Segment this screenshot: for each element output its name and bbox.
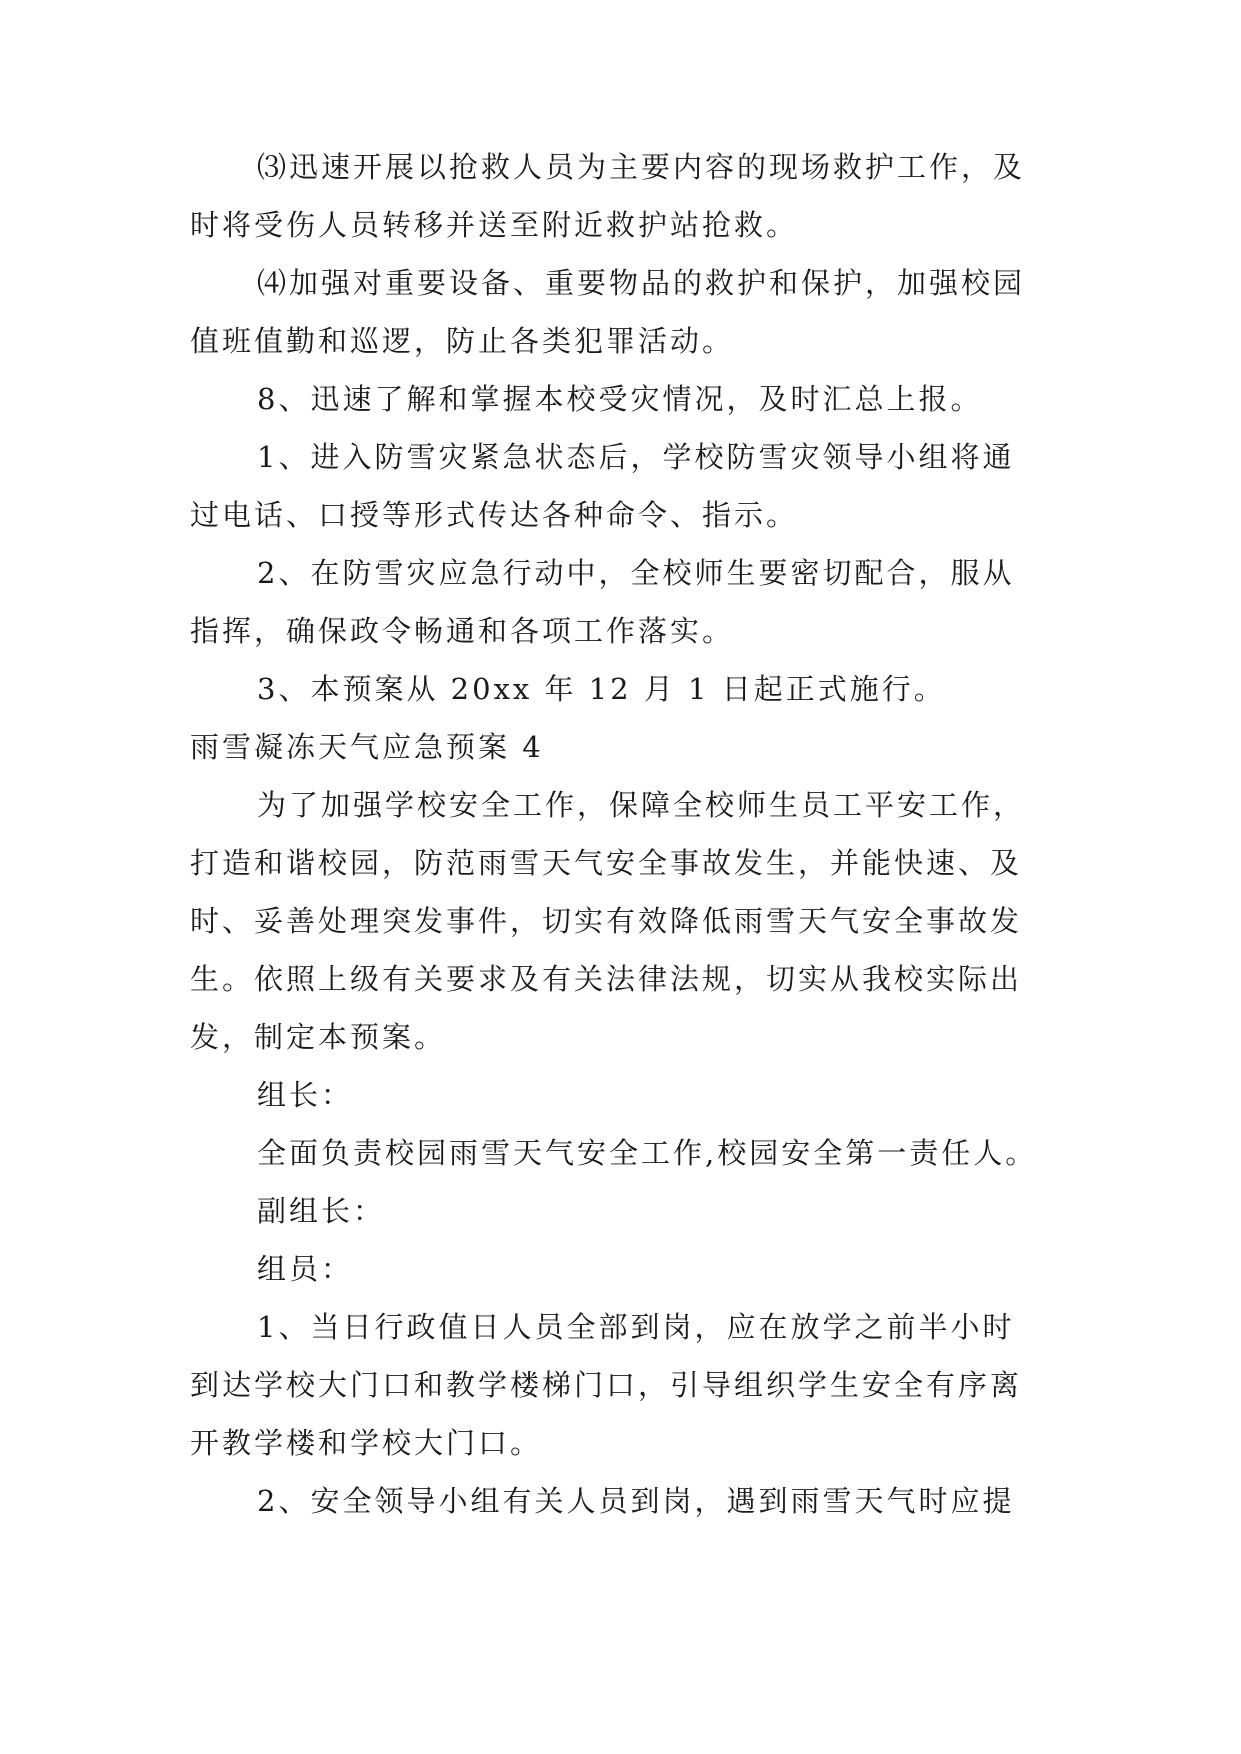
- paragraph-line: 副组长：: [257, 1194, 386, 1228]
- paragraph-line: ⑶迅速开展以抢救人员为主要内容的现场救护工作，及: [257, 150, 1026, 184]
- paragraph-line: 8、迅速了解和掌握本校受灾情况，及时汇总上报。: [257, 382, 983, 416]
- document-body: [190, 138, 1060, 1530]
- section-heading: 雨雪凝冻天气应急预案 4: [190, 730, 544, 764]
- paragraph-line: 指挥，确保政令畅通和各项工作落实。: [190, 614, 735, 648]
- paragraph-line: 3、本预案从 20xx 年 12 月 1 日起正式施行。: [257, 672, 946, 706]
- paragraph-line: 发，制定本预案。: [190, 1020, 447, 1054]
- paragraph-line: 到达学校大门口和教学楼梯门口，引导组织学生安全有序离: [190, 1368, 1023, 1402]
- paragraph-line: 开教学楼和学校大门口。: [190, 1426, 543, 1460]
- paragraph-line: 2、安全领导小组有关人员到岗，遇到雨雪天气时应提: [257, 1484, 1015, 1518]
- paragraph-line: 为了加强学校安全工作，保障全校师生员工平安工作，: [257, 788, 1026, 822]
- paragraph-line: 组长：: [257, 1078, 354, 1112]
- paragraph-line: 生。依照上级有关要求及有关法律法规，切实从我校实际出: [190, 962, 1023, 996]
- paragraph-line: 值班值勤和巡逻，防止各类犯罪活动。: [190, 324, 735, 358]
- paragraph-line: ⑷加强对重要设备、重要物品的救护和保护，加强校园: [257, 266, 1026, 300]
- paragraph-line: 时、妥善处理突发事件，切实有效降低雨雪天气安全事故发: [190, 904, 1023, 938]
- paragraph-line: 时将受伤人员转移并送至附近救护站抢救。: [190, 208, 799, 242]
- paragraph-line: 1、进入防雪灾紧急状态后，学校防雪灾领导小组将通: [257, 440, 1015, 474]
- paragraph-line: 全面负责校园雨雪天气安全工作,校园安全第一责任人。: [257, 1136, 1038, 1170]
- paragraph-line: 1、当日行政值日人员全部到岗，应在放学之前半小时: [257, 1310, 1015, 1344]
- paragraph-line: 2、在防雪灾应急行动中，全校师生要密切配合，服从: [257, 556, 1015, 590]
- paragraph-line: 过电话、口授等形式传达各种命令、指示。: [190, 498, 799, 532]
- paragraph-line: 组员：: [257, 1252, 354, 1286]
- paragraph-line: 打造和谐校园，防范雨雪天气安全事故发生，并能快速、及: [190, 846, 1023, 880]
